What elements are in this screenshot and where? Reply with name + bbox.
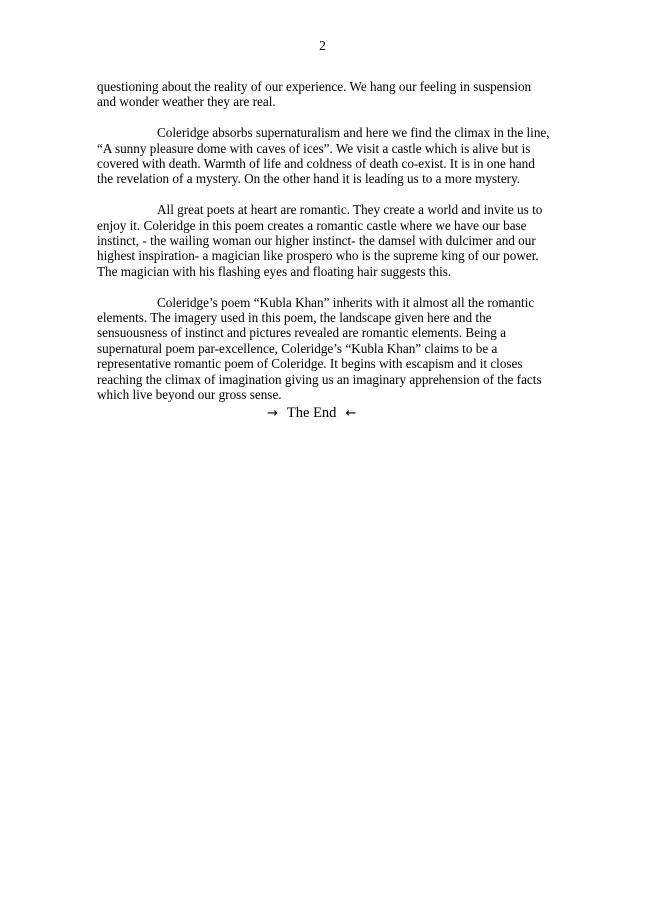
paragraph-line: which live beyond our gross sense. — [97, 387, 282, 403]
paragraph-line: “A sunny pleasure dome with caves of ices”. We visit a castle which is alive but is — [97, 140, 531, 156]
the-end-label: The End — [286, 405, 337, 422]
left-arrow-icon: ← — [345, 406, 357, 422]
body-text — [97, 79, 552, 423]
paragraph-line: instinct, - the wailing woman our higher instinct- the damsel with dulcimer and our — [97, 233, 536, 249]
page-number: 2 — [319, 38, 326, 53]
paragraph-line: the revelation of a mystery. On the other hand it is leading us to a more mystery. — [97, 171, 521, 187]
the-end-marker — [97, 404, 552, 423]
paragraph-1 — [97, 79, 552, 110]
paragraph-line: The magician with his flashing eyes and floating hair suggests this. — [97, 263, 452, 279]
paragraph-line: questioning about the reality of our experience. We hang our feeling in suspension — [97, 79, 532, 94]
paragraph-line: Coleridge absorbs supernaturalism and here we find the climax in the line, — [157, 125, 550, 141]
paragraph-line: Coleridge’s poem “Kubla Khan” inherits with it almost all the romantic — [157, 294, 535, 310]
paragraph-gap — [97, 110, 552, 125]
paragraph-line: All great poets at heart are romantic. They create a world and invite us to — [157, 202, 543, 218]
paragraph-gap — [97, 187, 552, 202]
right-arrow-icon: → — [267, 406, 278, 422]
paragraph-line: covered with death. Warmth of life and coldness of death co-exist. It is in one hand — [97, 156, 535, 172]
paragraph-line: sensuousness of instinct and pictures revealed are romantic elements. Being a — [97, 325, 507, 341]
paragraph-3 — [97, 202, 552, 279]
paragraph-line: enjoy it. Coleridge in this poem creates a romantic castle where we have our base — [97, 217, 527, 233]
paragraph-line: elements. The imagery used in this poem, the landscape given here and the — [97, 310, 492, 326]
paragraph-line: highest inspiration- a magician like prospero who is the supreme king of our power. — [97, 248, 539, 264]
paragraph-line: representative romantic poem of Coleridge. It begins with escapism and it closes — [97, 356, 523, 372]
paragraph-4 — [97, 295, 552, 403]
paragraph-line: and wonder weather they are real. — [97, 94, 276, 110]
paragraph-gap — [97, 279, 552, 294]
paragraph-line: reaching the climax of imagination giving us an imaginary apprehension of the facts — [97, 371, 542, 387]
paragraph-2 — [97, 125, 552, 187]
paragraph-line: supernatural poem par-excellence, Coleridge’s “Kubla Khan” claims to be a — [97, 340, 498, 356]
